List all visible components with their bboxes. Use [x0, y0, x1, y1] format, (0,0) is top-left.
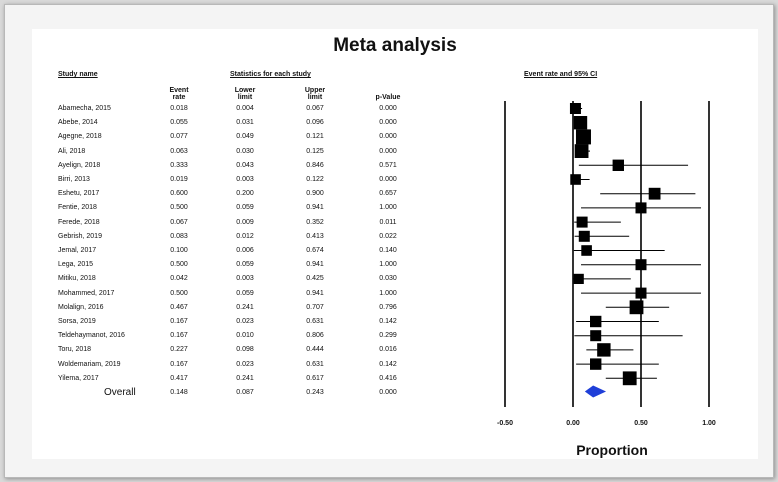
study-marker	[574, 116, 587, 129]
study-name-cell: Ali, 2018	[58, 147, 86, 155]
study-name-cell: Fentie, 2018	[58, 204, 97, 212]
study-name-header: Study name	[58, 71, 98, 78]
study-name-cell: Mitiku, 2018	[58, 275, 96, 283]
study-marker	[581, 245, 592, 256]
lower-limit-cell: 0.023	[236, 318, 254, 325]
event-rate-header-line2: rate	[172, 94, 186, 101]
upper-limit-cell: 0.631	[306, 318, 324, 325]
event-rate-cell: 0.600	[170, 190, 188, 198]
lower-limit-cell: 0.031	[236, 119, 254, 127]
p-value-cell: 0.000	[379, 105, 397, 112]
p-value-cell: 0.416	[379, 374, 397, 382]
upper-limit-header-line1: Upper	[304, 87, 326, 94]
event-rate-cell: 0.500	[170, 289, 188, 297]
forest-plot	[32, 29, 758, 459]
lower-limit-cell: 0.003	[236, 275, 254, 283]
figure-frame	[4, 4, 774, 478]
event-rate-cell: 0.500	[170, 204, 188, 212]
p-value-cell: 0.016	[379, 346, 397, 354]
lower-limit-cell: 0.059	[236, 204, 254, 212]
lower-limit-cell: 0.023	[236, 360, 254, 368]
event-rate-header-line1: Event	[169, 87, 189, 94]
event-rate-cell: 0.018	[170, 105, 188, 112]
x-tick-label: 0.00	[566, 420, 580, 427]
lower-limit-cell: 0.098	[236, 346, 254, 354]
upper-limit-cell: 0.122	[306, 176, 324, 183]
lower-limit-cell: 0.030	[236, 147, 254, 155]
study-marker	[623, 371, 637, 385]
study-name-cell: Birri, 2013	[58, 176, 90, 183]
study-marker	[575, 144, 589, 158]
study-name-cell: Gebrish, 2019	[58, 232, 102, 240]
figure-panel	[32, 29, 758, 459]
upper-limit-cell: 0.631	[306, 360, 324, 368]
p-value-cell: 0.011	[379, 218, 397, 226]
event-rate-cell: 0.167	[170, 318, 188, 325]
event-rate-cell: 0.055	[170, 119, 188, 127]
upper-limit-cell: 0.941	[306, 261, 324, 269]
lower-limit-cell: 0.009	[236, 218, 254, 226]
p-value-header: p-Value	[375, 94, 401, 101]
study-name-cell: Toru, 2018	[58, 346, 92, 354]
event-rate-cell: 0.167	[170, 332, 188, 340]
upper-limit-cell: 0.900	[306, 190, 324, 198]
lower-limit-header-line2: limit	[237, 94, 253, 101]
study-name-cell: Ferede, 2018	[58, 218, 100, 226]
lower-limit-cell: 0.003	[236, 176, 254, 183]
event-rate-cell: 0.500	[170, 261, 188, 269]
study-name-cell: Mohammed, 2017	[58, 289, 115, 297]
study-marker	[577, 217, 588, 228]
overall-event-rate-cell: 0.148	[170, 389, 188, 396]
upper-limit-cell: 0.674	[306, 247, 324, 254]
study-name-cell: Abamecha, 2015	[58, 105, 111, 112]
overall-diamond	[585, 386, 606, 398]
upper-limit-cell: 0.941	[306, 204, 324, 212]
study-name-cell: Molalign, 2016	[58, 303, 104, 311]
study-marker	[570, 174, 581, 185]
p-value-cell: 0.571	[379, 161, 397, 169]
p-value-cell: 0.030	[379, 275, 397, 283]
study-marker	[590, 316, 601, 327]
event-rate-cell: 0.467	[170, 303, 188, 311]
event-rate-cell: 0.077	[170, 133, 188, 141]
event-rate-cell: 0.083	[170, 232, 188, 240]
overall-label: Overall	[104, 387, 136, 398]
p-value-cell: 0.796	[379, 303, 397, 311]
p-value-cell: 0.000	[379, 147, 397, 155]
study-marker	[613, 160, 624, 171]
study-marker	[590, 358, 601, 369]
lower-limit-cell: 0.059	[236, 261, 254, 269]
study-marker	[649, 188, 661, 200]
upper-limit-header-line2: limit	[307, 94, 323, 101]
p-value-cell: 0.022	[379, 232, 397, 240]
stats-group-header: Statistics for each study	[230, 71, 311, 78]
event-rate-cell: 0.417	[170, 374, 188, 382]
upper-limit-cell: 0.941	[306, 289, 324, 297]
p-value-cell: 0.657	[379, 190, 397, 198]
lower-limit-cell: 0.049	[236, 133, 254, 141]
event-rate-cell: 0.100	[170, 247, 188, 254]
study-marker	[574, 274, 584, 284]
p-value-cell: 0.299	[379, 332, 397, 340]
event-rate-cell: 0.227	[170, 346, 188, 354]
lower-limit-cell: 0.059	[236, 289, 254, 297]
lower-limit-cell: 0.004	[236, 105, 254, 112]
study-marker	[630, 300, 644, 314]
study-name-cell: Sorsa, 2019	[58, 318, 96, 325]
plot-group-header: Event rate and 95% CI	[524, 71, 598, 78]
p-value-cell: 0.000	[379, 176, 397, 183]
upper-limit-cell: 0.352	[306, 218, 324, 226]
lower-limit-cell: 0.010	[236, 332, 254, 340]
study-marker	[590, 330, 601, 341]
study-name-cell: Woldemariam, 2019	[58, 360, 121, 368]
p-value-cell: 0.000	[379, 119, 397, 127]
study-name-cell: Teldehaymanot, 2016	[58, 332, 125, 340]
x-tick-label: 0.50	[634, 420, 648, 427]
study-name-cell: Jemal, 2017	[58, 247, 97, 254]
chart-title: Meta analysis	[333, 35, 457, 56]
upper-limit-cell: 0.806	[306, 332, 324, 340]
p-value-cell: 0.142	[379, 360, 397, 368]
study-name-cell: Lega, 2015	[58, 261, 94, 269]
overall-upper-limit-cell: 0.243	[306, 389, 324, 396]
event-rate-cell: 0.333	[170, 161, 188, 169]
study-marker	[597, 343, 610, 356]
p-value-cell: 1.000	[379, 289, 397, 297]
event-rate-cell: 0.167	[170, 360, 188, 368]
x-axis-label: Proportion	[576, 442, 648, 458]
upper-limit-cell: 0.707	[306, 303, 324, 311]
study-marker	[636, 259, 647, 270]
x-tick-label: 1.00	[702, 420, 716, 427]
upper-limit-cell: 0.121	[306, 133, 324, 141]
study-name-cell: Ayelign, 2018	[58, 161, 101, 169]
study-name-cell: Agegne, 2018	[58, 133, 102, 141]
p-value-cell: 0.140	[379, 247, 397, 254]
p-value-cell: 0.000	[379, 133, 397, 141]
upper-limit-cell: 0.413	[306, 232, 324, 240]
lower-limit-cell: 0.006	[236, 247, 254, 254]
study-marker	[576, 129, 591, 144]
study-marker	[636, 288, 647, 299]
upper-limit-cell: 0.067	[306, 105, 324, 112]
lower-limit-header-line1: Lower	[234, 87, 256, 94]
upper-limit-cell: 0.444	[306, 346, 324, 354]
event-rate-cell: 0.067	[170, 218, 188, 226]
lower-limit-cell: 0.043	[236, 161, 254, 169]
lower-limit-cell: 0.012	[236, 232, 254, 240]
p-value-cell: 1.000	[379, 261, 397, 269]
event-rate-cell: 0.063	[170, 147, 188, 155]
overall-p-value-cell: 0.000	[379, 389, 397, 396]
overall-lower-limit-cell: 0.087	[236, 389, 254, 396]
study-marker	[636, 202, 647, 213]
event-rate-cell: 0.019	[170, 176, 188, 183]
study-name-cell: Abebe, 2014	[58, 119, 98, 127]
upper-limit-cell: 0.617	[306, 374, 324, 382]
upper-limit-cell: 0.125	[306, 147, 324, 155]
lower-limit-cell: 0.241	[236, 303, 254, 311]
p-value-cell: 1.000	[379, 204, 397, 212]
p-value-cell: 0.142	[379, 318, 397, 325]
lower-limit-cell: 0.200	[236, 190, 254, 198]
study-name-cell: Yilema, 2017	[58, 374, 99, 382]
upper-limit-cell: 0.425	[306, 275, 324, 283]
x-tick-label: -0.50	[497, 420, 513, 427]
upper-limit-cell: 0.096	[306, 119, 324, 127]
study-marker	[570, 103, 581, 114]
upper-limit-cell: 0.846	[306, 161, 324, 169]
lower-limit-cell: 0.241	[236, 374, 254, 382]
study-marker	[579, 231, 590, 242]
study-name-cell: Eshetu, 2017	[58, 190, 100, 198]
event-rate-cell: 0.042	[170, 275, 188, 283]
